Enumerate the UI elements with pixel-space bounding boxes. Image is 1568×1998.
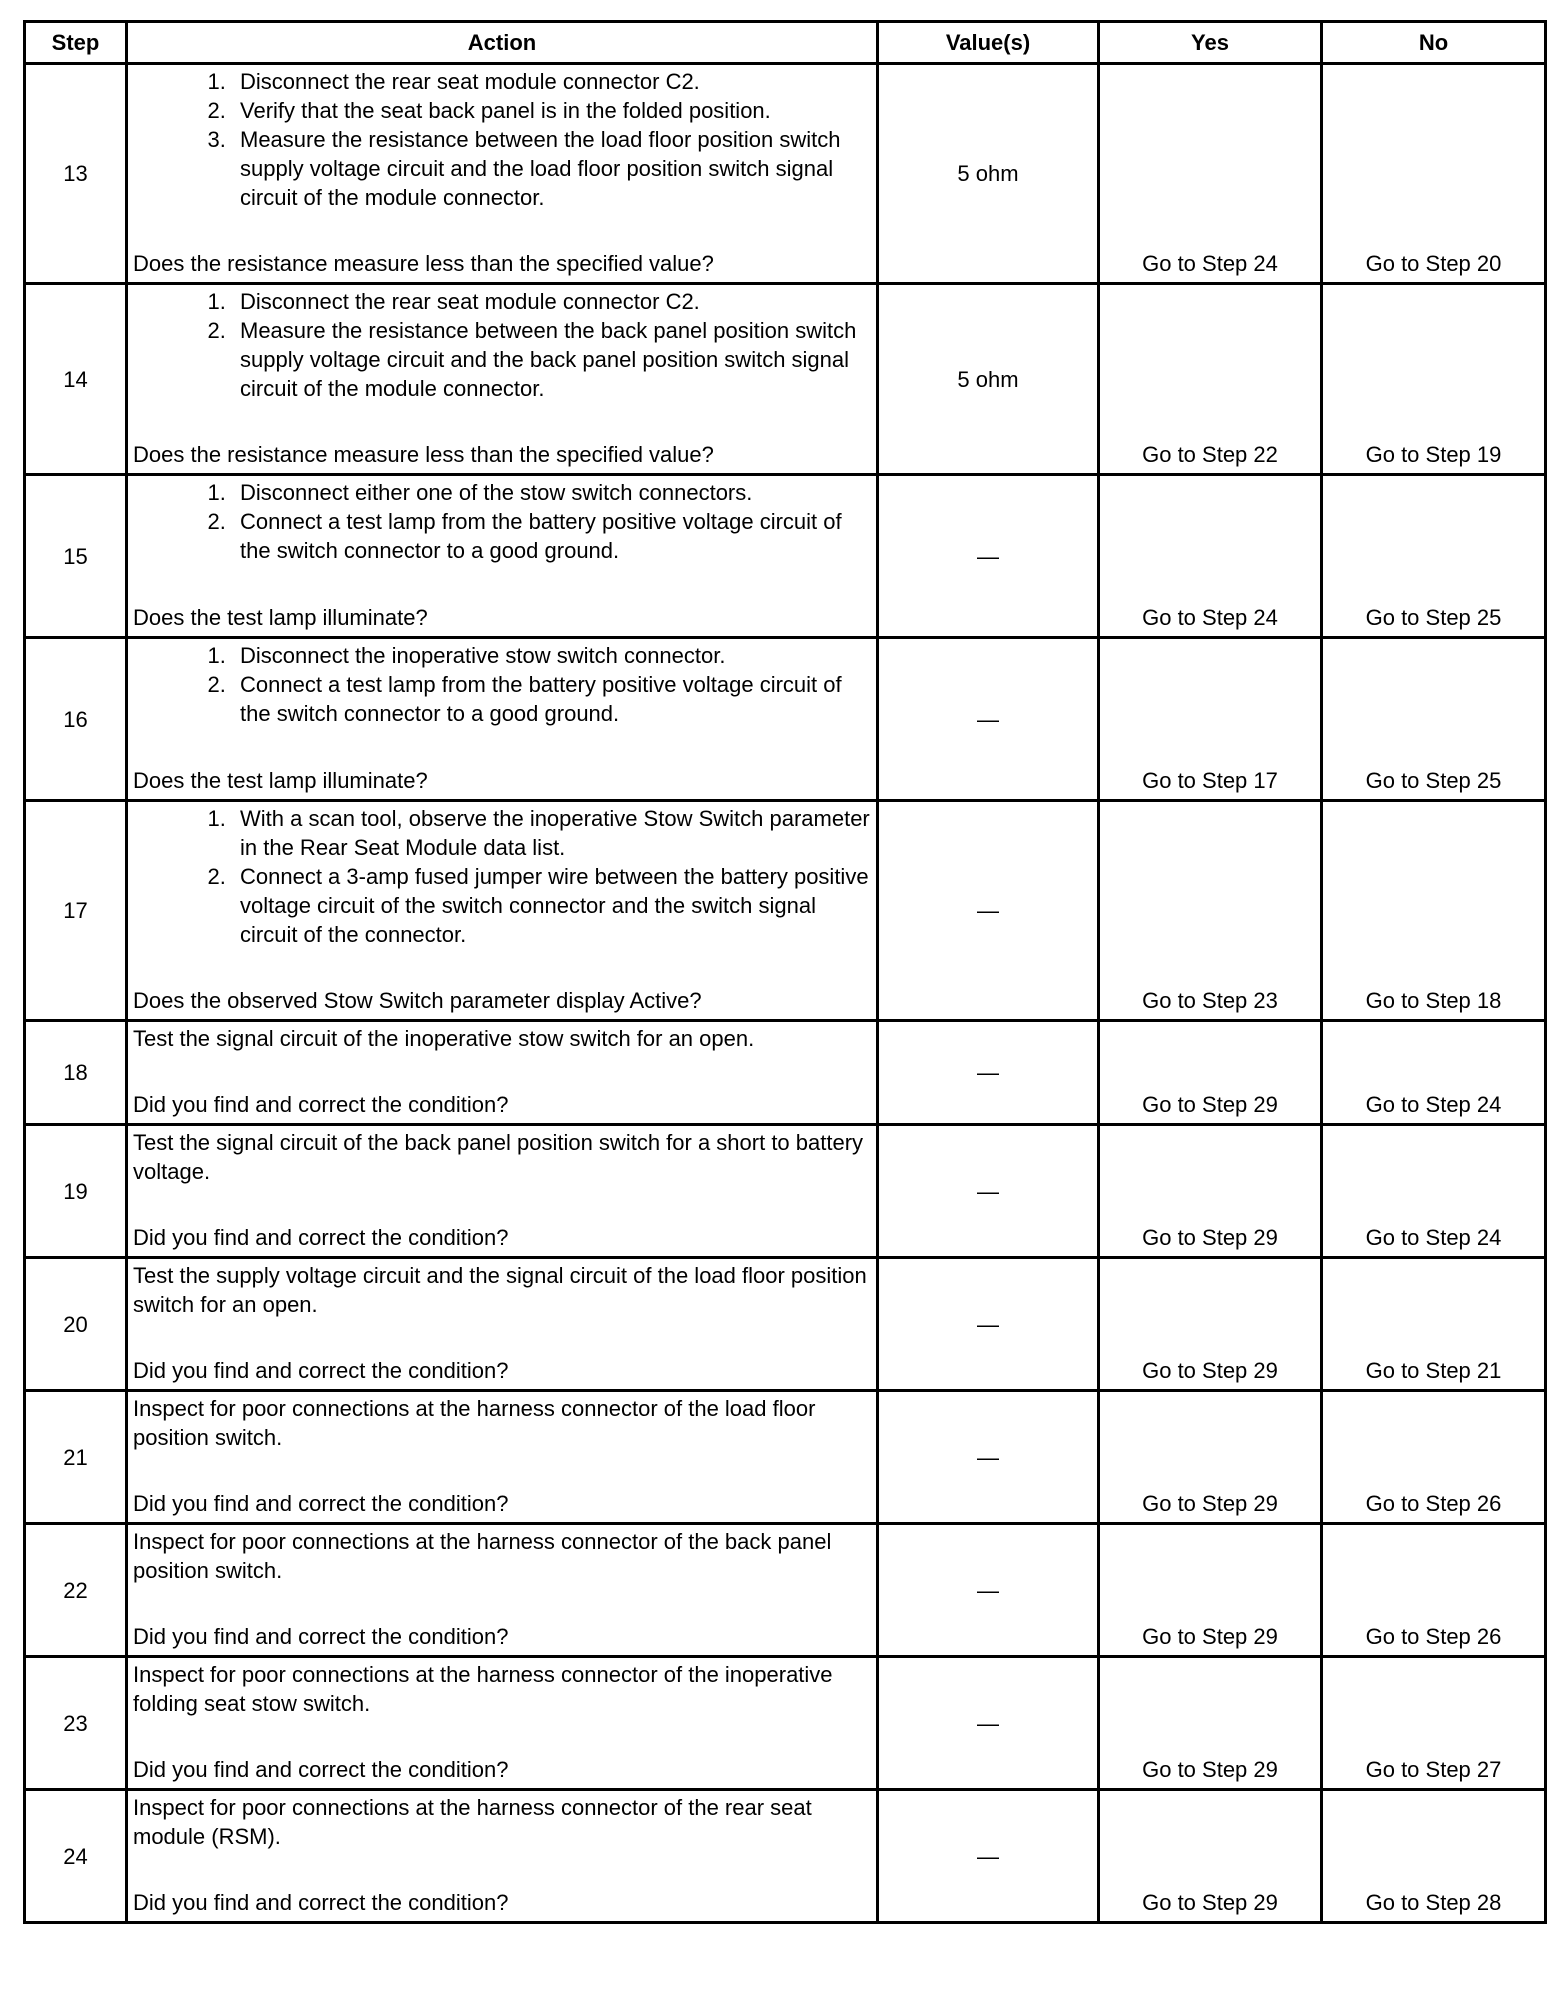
action-cell [127,1657,878,1790]
action-text: Inspect for poor connections at the harness connector of the rear seat module (RSM). [133,1795,812,1849]
action-question: Did you find and correct the condition? [133,1624,509,1649]
action-cell [127,475,878,638]
yes-cell: Go to Step 29 [1099,1657,1322,1790]
action-step: 2. Connect a 3-amp fused jumper wire between the battery positive voltage circuit of the switch connector and the switch signal circuit of the connector. [232,862,872,949]
action-question: Does the test lamp illuminate? [133,605,428,630]
action-text: Inspect for poor connections at the harness connector of the inoperative folding seat stow switch. [133,1662,833,1716]
action-question: Does the resistance measure less than the specified value? [133,442,714,467]
action-step: 1. Disconnect the rear seat module connector C2. [232,67,872,96]
action-cell [127,1258,878,1391]
table-row [25,64,1546,284]
value-cell: — [878,1125,1099,1258]
no-cell: Go to Step 26 [1322,1524,1546,1657]
step-number: 18 [25,1021,127,1125]
yes-cell: Go to Step 22 [1099,284,1322,475]
step-number: 13 [25,64,127,284]
header-row [25,22,1546,64]
action-step: 2. Verify that the seat back panel is in the folded position. [232,96,872,125]
action-cell [127,1125,878,1258]
no-cell: Go to Step 27 [1322,1657,1546,1790]
action-text: Test the supply voltage circuit and the signal circuit of the load floor position switch for an open. [133,1263,867,1317]
yes-cell: Go to Step 29 [1099,1021,1322,1125]
step-number: 15 [25,475,127,638]
action-question: Did you find and correct the condition? [133,1890,509,1915]
header-no: No [1322,22,1546,64]
table-row [25,1021,1546,1125]
table-row [25,801,1546,1021]
action-cell [127,64,878,284]
value-cell: — [878,1391,1099,1524]
action-steps [133,641,872,728]
action-text: Test the signal circuit of the back panel position switch for a short to battery voltage. [133,1130,864,1184]
yes-cell: Go to Step 29 [1099,1790,1322,1923]
yes-cell: Go to Step 24 [1099,64,1322,284]
step-number: 14 [25,284,127,475]
diagnostic-table [23,20,1547,1924]
action-question: Did you find and correct the condition? [133,1491,509,1516]
table-row [25,475,1546,638]
action-text: Test the signal circuit of the inoperative stow switch for an open. [133,1026,755,1051]
step-number: 23 [25,1657,127,1790]
step-number: 22 [25,1524,127,1657]
yes-cell: Go to Step 24 [1099,475,1322,638]
yes-cell: Go to Step 17 [1099,638,1322,801]
no-cell: Go to Step 25 [1322,475,1546,638]
action-question: Does the resistance measure less than the specified value? [133,251,714,276]
action-cell [127,1391,878,1524]
table-row [25,1790,1546,1923]
table-row [25,1258,1546,1391]
value-cell: — [878,1790,1099,1923]
no-cell: Go to Step 25 [1322,638,1546,801]
action-question: Did you find and correct the condition? [133,1225,509,1250]
no-cell: Go to Step 20 [1322,64,1546,284]
value-cell: — [878,638,1099,801]
no-cell: Go to Step 21 [1322,1258,1546,1391]
action-text: Inspect for poor connections at the harness connector of the load floor position switch. [133,1396,816,1450]
step-number: 17 [25,801,127,1021]
value-cell: 5 ohm [878,284,1099,475]
action-question: Did you find and correct the condition? [133,1092,509,1117]
action-step: 1. Disconnect either one of the stow switch connectors. [232,478,872,507]
no-cell: Go to Step 18 [1322,801,1546,1021]
no-cell: Go to Step 24 [1322,1125,1546,1258]
value-cell: — [878,1258,1099,1391]
action-question: Does the test lamp illuminate? [133,768,428,793]
table-row [25,284,1546,475]
action-cell [127,1524,878,1657]
header-step: Step [25,22,127,64]
no-cell: Go to Step 26 [1322,1391,1546,1524]
header-action: Action [127,22,878,64]
action-step: 2. Connect a test lamp from the battery positive voltage circuit of the switch connector to a good ground. [232,670,872,728]
action-question: Does the observed Stow Switch parameter display Active? [133,988,702,1013]
step-number: 21 [25,1391,127,1524]
action-steps [133,67,872,212]
yes-cell: Go to Step 29 [1099,1125,1322,1258]
action-step: 1. Disconnect the inoperative stow switch connector. [232,641,872,670]
action-step: 1. With a scan tool, observe the inoperative Stow Switch parameter in the Rear Seat Module data list. [232,804,872,862]
no-cell: Go to Step 24 [1322,1021,1546,1125]
table-row [25,638,1546,801]
table-row [25,1391,1546,1524]
table-row [25,1524,1546,1657]
step-number: 20 [25,1258,127,1391]
action-steps [133,478,872,565]
header-yes: Yes [1099,22,1322,64]
action-steps [133,287,872,403]
action-step: 2. Connect a test lamp from the battery positive voltage circuit of the switch connector to a good ground. [232,507,872,565]
action-steps [133,804,872,949]
yes-cell: Go to Step 29 [1099,1524,1322,1657]
value-cell: — [878,1021,1099,1125]
action-step: 3. Measure the resistance between the load floor position switch supply voltage circuit and the load floor position switch signal circuit of the module connector. [232,125,872,212]
step-number: 24 [25,1790,127,1923]
action-step: 1. Disconnect the rear seat module connector C2. [232,287,872,316]
action-cell [127,638,878,801]
value-cell: — [878,1657,1099,1790]
action-step: 2. Measure the resistance between the back panel position switch supply voltage circuit and the back panel position switch signal circuit of the module connector. [232,316,872,403]
header-values: Value(s) [878,22,1099,64]
action-cell [127,1021,878,1125]
action-question: Did you find and correct the condition? [133,1757,509,1782]
table-row [25,1125,1546,1258]
yes-cell: Go to Step 29 [1099,1258,1322,1391]
action-text: Inspect for poor connections at the harness connector of the back panel position switch. [133,1529,832,1583]
action-question: Did you find and correct the condition? [133,1358,509,1383]
no-cell: Go to Step 19 [1322,284,1546,475]
yes-cell: Go to Step 29 [1099,1391,1322,1524]
value-cell: — [878,475,1099,638]
action-cell [127,1790,878,1923]
value-cell: 5 ohm [878,64,1099,284]
no-cell: Go to Step 28 [1322,1790,1546,1923]
step-number: 16 [25,638,127,801]
table-row [25,1657,1546,1790]
step-number: 19 [25,1125,127,1258]
action-cell [127,284,878,475]
yes-cell: Go to Step 23 [1099,801,1322,1021]
value-cell: — [878,801,1099,1021]
action-cell [127,801,878,1021]
value-cell: — [878,1524,1099,1657]
